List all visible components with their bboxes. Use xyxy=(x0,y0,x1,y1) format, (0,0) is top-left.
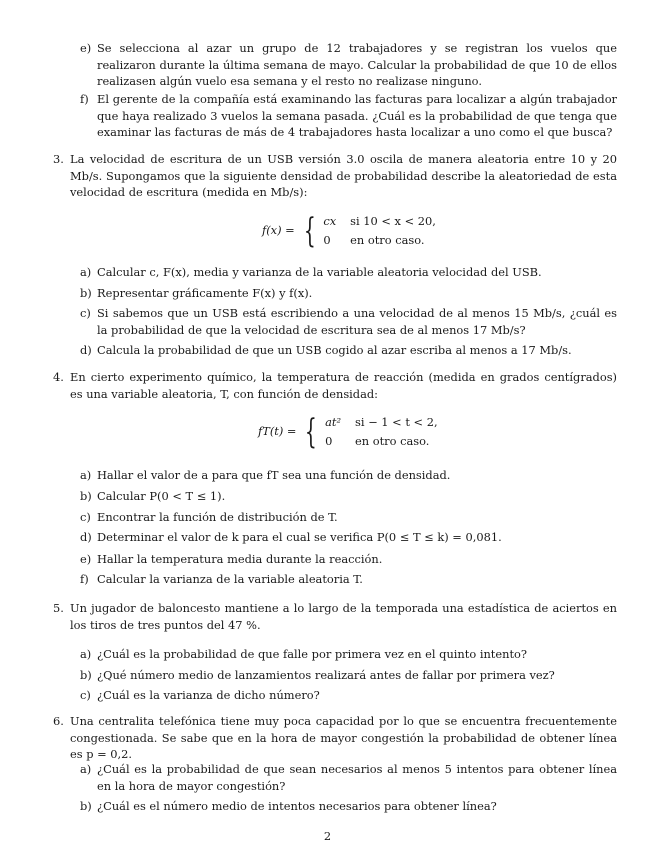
item-f xyxy=(80,91,617,141)
item-4f xyxy=(80,571,617,588)
item-5b xyxy=(80,667,617,684)
item-label: d) xyxy=(80,343,92,357)
item-text: ¿Cuál es el número medio de intentos necesarios para obtener línea? xyxy=(97,799,497,813)
item-3a xyxy=(80,264,617,281)
case-value: 0 xyxy=(323,232,331,247)
item-text: Calcular P(0 < T ≤ 1). xyxy=(97,489,226,503)
problem-5 xyxy=(53,600,617,633)
case-condition: en otro caso. xyxy=(355,433,430,448)
item-3d xyxy=(80,342,617,359)
problem-text: La velocidad de escritura de un USB versión 3.0 oscila de manera aleatoria entre 10 y 20 Mb/s. Supongamos que la siguiente densidad de probabilidad describe la aleatoriedad de esta velocidad de escritura (medida en Mb/s): xyxy=(70,152,617,199)
case-condition: si 10 < x < 20, xyxy=(350,214,436,228)
problem-text: Un jugador de baloncesto mantiene a lo largo de la temporada una estadística de aciertos en los tiros de tres puntos del 47 %. xyxy=(70,601,617,632)
item-label: a) xyxy=(80,265,92,279)
problem-number: 3. xyxy=(53,152,64,166)
equation-lhs: f(x) = xyxy=(262,223,295,238)
item-label: d) xyxy=(80,530,92,544)
item-label: c) xyxy=(80,306,91,320)
case-value: 0 xyxy=(325,433,333,448)
item-label: f) xyxy=(80,572,89,586)
item-label: a) xyxy=(80,762,92,776)
item-label: e) xyxy=(80,41,92,55)
item-6a xyxy=(80,761,617,794)
item-label: a) xyxy=(80,647,92,661)
case-value: at² xyxy=(325,415,342,429)
item-3c xyxy=(80,305,617,338)
item-text: Determinar el valor de k para el cual se verifica P(0 ≤ T ≤ k) = 0,081. xyxy=(97,530,502,544)
item-5c xyxy=(80,687,617,704)
item-6b xyxy=(80,798,617,815)
case-value: cx xyxy=(323,214,337,228)
item-label: a) xyxy=(80,468,92,482)
item-label: e) xyxy=(80,552,92,566)
item-label: b) xyxy=(80,489,92,503)
item-text: Se selecciona al azar un grupo de 12 trabajadores y se registran los vuelos que realizaron durante la última semana de mayo. Calcular la probabilidad de que 10 de ellos realizasen algún vuelo esa semana y el resto no realizase ninguno. xyxy=(97,41,617,88)
item-text: Calcular c, F(x), media y varianza de la variable aleatoria velocidad del USB. xyxy=(97,265,542,279)
item-label: b) xyxy=(80,286,92,300)
item-text: ¿Cuál es la varianza de dicho número? xyxy=(97,688,320,702)
problem-3 xyxy=(53,151,617,201)
problem-text: En cierto experimento químico, la temperatura de reacción (medida en grados centígrados) es una variable aleatoria, T, con función de densidad: xyxy=(70,370,617,401)
item-label: b) xyxy=(80,799,92,813)
problem-6 xyxy=(53,713,617,763)
page-number: 2 xyxy=(323,829,332,843)
item-text: Calcular la varianza de la variable aleatoria T. xyxy=(97,572,363,586)
density-equation-3 xyxy=(262,210,436,251)
item-4a xyxy=(80,467,617,484)
problem-4 xyxy=(53,369,617,402)
item-text: Calcula la probabilidad de que un USB cogido al azar escriba al menos a 17 Mb/s. xyxy=(97,343,572,357)
item-text: ¿Cuál es la probabilidad de que falle por primera vez en el quinto intento? xyxy=(97,647,527,661)
left-brace: { xyxy=(303,210,316,251)
item-5a xyxy=(80,646,617,663)
item-text: ¿Qué número medio de lanzamientos realizará antes de fallar por primera vez? xyxy=(97,668,555,682)
item-4c xyxy=(80,509,617,526)
density-equation-4 xyxy=(258,411,438,452)
problem-number: 5. xyxy=(53,601,64,615)
item-text: El gerente de la compañía está examinando las facturas para localizar a algún trabajador que haya realizado 3 vuelos la semana pasada. ¿Cuál es la probabilidad de que tenga que examinar las facturas de más de 4 trabajadores hasta localizar a uno como el que busca? xyxy=(97,92,617,139)
item-label: b) xyxy=(80,668,92,682)
item-text: ¿Cuál es la probabilidad de que sean necesarios al menos 5 intentos para obtener línea en la hora de mayor congestión? xyxy=(97,762,617,793)
item-label: c) xyxy=(80,688,91,702)
item-label: c) xyxy=(80,510,91,524)
item-4e xyxy=(80,551,617,568)
item-e xyxy=(80,40,617,90)
item-4b xyxy=(80,488,617,505)
problem-number: 6. xyxy=(53,714,64,728)
case-condition: en otro caso. xyxy=(350,232,425,247)
problem-number: 4. xyxy=(53,370,64,384)
item-3b xyxy=(80,285,617,302)
problem-text: Una centralita telefónica tiene muy poca capacidad por lo que se encuentra frecuentemente congestionada. Se sabe que en la hora de mayor congestión la probabilidad de obtener línea es p = 0,2. xyxy=(70,714,617,761)
item-4d xyxy=(80,529,617,546)
item-text: Encontrar la función de distribución de T. xyxy=(97,510,338,524)
left-brace: { xyxy=(305,411,318,452)
item-text: Si sabemos que un USB está escribiendo a una velocidad de al menos 15 Mb/s, ¿cuál es la probabilidad de que la velocidad de escritura sea de al menos 17 Mb/s? xyxy=(97,306,617,337)
equation-lhs: fT(t) = xyxy=(258,424,297,439)
item-text: Hallar el valor de a para que fT sea una función de densidad. xyxy=(97,468,451,482)
item-label: f) xyxy=(80,92,89,106)
case-condition: si − 1 < t < 2, xyxy=(355,415,438,429)
item-text: Hallar la temperatura media durante la reacción. xyxy=(97,552,383,566)
item-text: Representar gráficamente F(x) y f(x). xyxy=(97,286,313,300)
